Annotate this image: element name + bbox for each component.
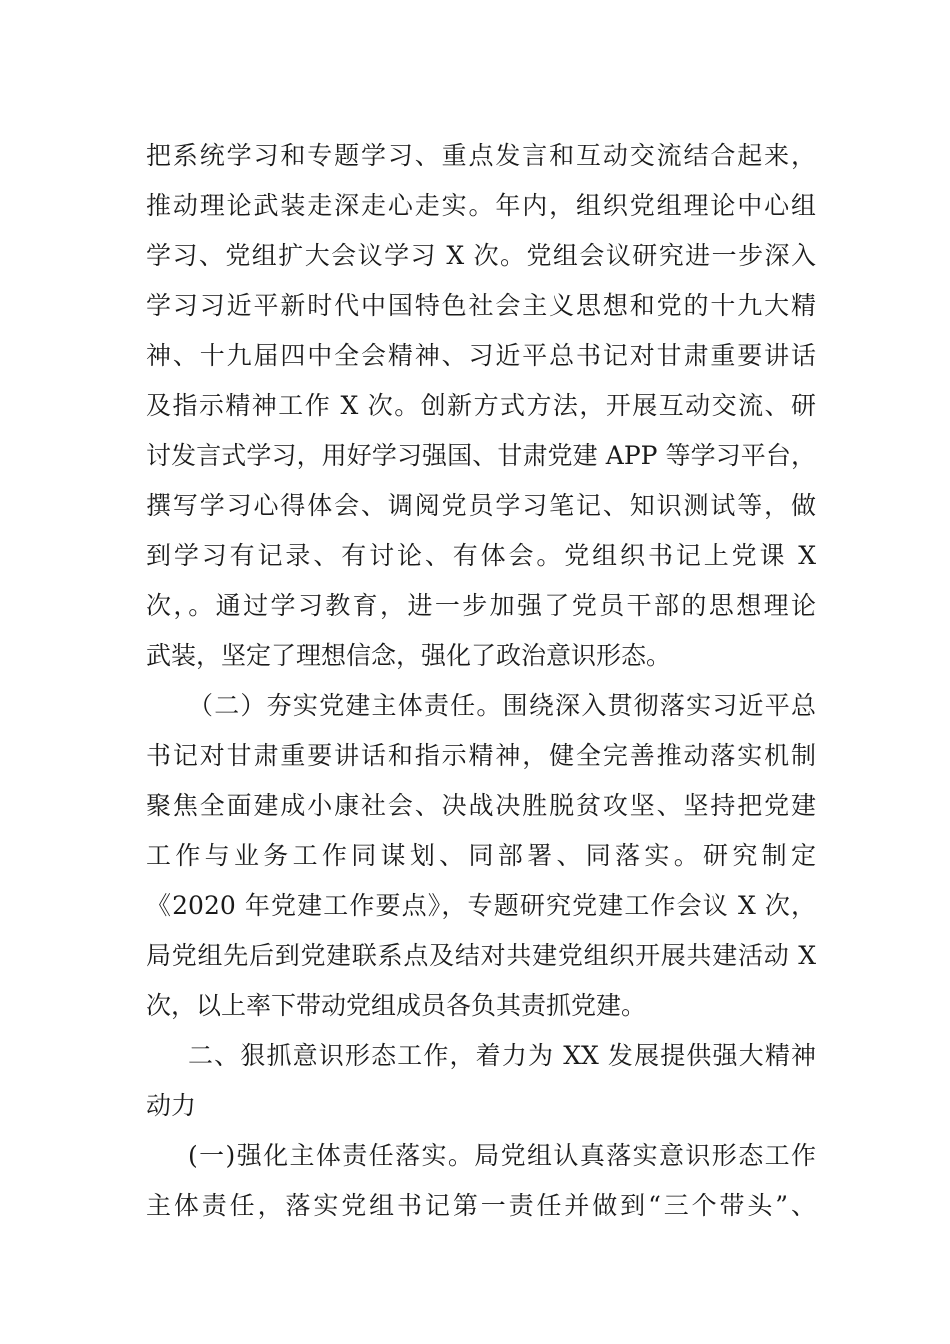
text-line: 推动理论武装走深走心走实。年内，组织党组理论中心组 — [146, 191, 816, 220]
text-line: 工作与业务工作同谋划、同部署、同落实。研究制定 — [146, 841, 816, 870]
text-line: 到学习有记录、有讨论、有体会。党组织书记上党课 X — [146, 541, 816, 570]
text-line: 局党组先后到党建联系点及结对共建党组织开展共建活动 X — [146, 941, 816, 970]
text-line: 武装，坚定了理想信念，强化了政治意识形态。 — [146, 641, 672, 670]
text-line: 《2020 年党建工作要点》，专题研究党建工作会议 X 次， — [146, 891, 816, 920]
text-line: 次，以上率下带动党组成员各负其责抓党建。 — [146, 991, 647, 1020]
text-line: 讨发言式学习，用好学习强国、甘肃党建 APP 等学习平台， — [146, 441, 816, 470]
text-line: 书记对甘肃重要讲话和指示精神，健全完善推动落实机制 — [146, 741, 816, 770]
text-line: 把系统学习和专题学习、重点发言和互动交流结合起来， — [146, 141, 816, 170]
text-line: 及指示精神工作 X 次。创新方式方法，开展互动交流、研 — [146, 391, 816, 420]
section-heading-line: 动力 — [146, 1091, 197, 1120]
text-line: 学习、党组扩大会议学习 X 次。党组会议研究进一步深入 — [146, 241, 816, 270]
text-line: 神、十九届四中全会精神、习近平总书记对甘肃重要讲话 — [146, 341, 816, 370]
text-line: 撰写学习心得体会、调阅党员学习笔记、知识测试等，做 — [146, 491, 816, 520]
text-line: 学习习近平新时代中国特色社会主义思想和党的十九大精 — [146, 291, 816, 320]
text-line: 聚焦全面建成小康社会、决战决胜脱贫攻坚、坚持把党建 — [146, 791, 816, 820]
paragraph-heading-line: (一)强化主体责任落实。局党组认真落实意识形态工作 — [188, 1141, 816, 1170]
text-line: 次，。通过学习教育，进一步加强了党员干部的思想理论 — [146, 591, 816, 620]
text-line: 主体责任，落实党组书记第一责任并做到“三个带头”、 — [146, 1191, 816, 1220]
section-heading-line: 二、狠抓意识形态工作，着力为 XX 发展提供强大精神 — [188, 1041, 816, 1070]
paragraph-heading-line: （二）夯实党建主体责任。围绕深入贯彻落实习近平总 — [188, 691, 816, 720]
